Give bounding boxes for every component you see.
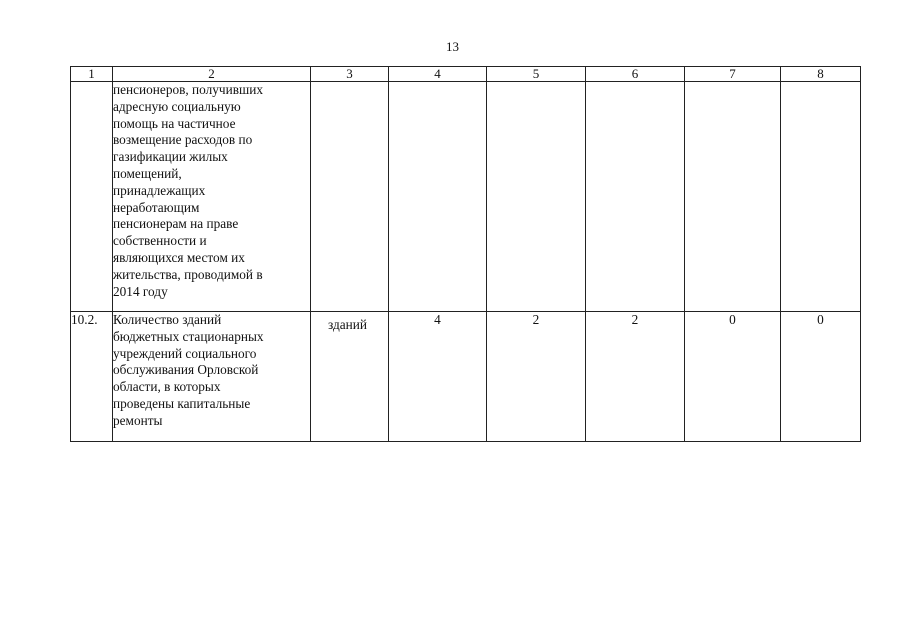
value-cell: 2 xyxy=(487,312,586,442)
column-header: 3 xyxy=(311,67,389,82)
column-header: 2 xyxy=(113,67,311,82)
column-header: 5 xyxy=(487,67,586,82)
row-description-cell: пенсионеров, получивших адресную социальную помощь на частичное возмещение расходов по газификации жилых помещений, принадлежащих неработающим пенсионерам на праве собственности и являющихся местом их жительства, проводимой в 2014 году xyxy=(113,82,311,312)
unit-cell xyxy=(311,82,389,312)
data-table xyxy=(70,66,861,442)
value-cell: 0 xyxy=(685,312,781,442)
unit-cell: зданий xyxy=(311,312,389,442)
value-cell: 2 xyxy=(586,312,685,442)
table-row xyxy=(71,82,861,312)
value-cell xyxy=(389,82,487,312)
column-header: 7 xyxy=(685,67,781,82)
column-header: 6 xyxy=(586,67,685,82)
column-header: 1 xyxy=(71,67,113,82)
value-cell: 0 xyxy=(781,312,861,442)
value-cell: 4 xyxy=(389,312,487,442)
value-cell xyxy=(586,82,685,312)
row-description-cell: Количество зданий бюджетных стационарных учреждений социального обслуживания Орловской области, в которых проведены капитальные ремонты xyxy=(113,312,311,442)
row-number-cell: 10.2. xyxy=(71,312,113,442)
table-row xyxy=(71,312,861,442)
value-cell xyxy=(487,82,586,312)
value-cell xyxy=(781,82,861,312)
table-header-row xyxy=(71,67,861,82)
column-header: 4 xyxy=(389,67,487,82)
page-number: 13 xyxy=(446,39,459,54)
column-header: 8 xyxy=(781,67,861,82)
row-number-cell xyxy=(71,82,113,312)
value-cell xyxy=(685,82,781,312)
